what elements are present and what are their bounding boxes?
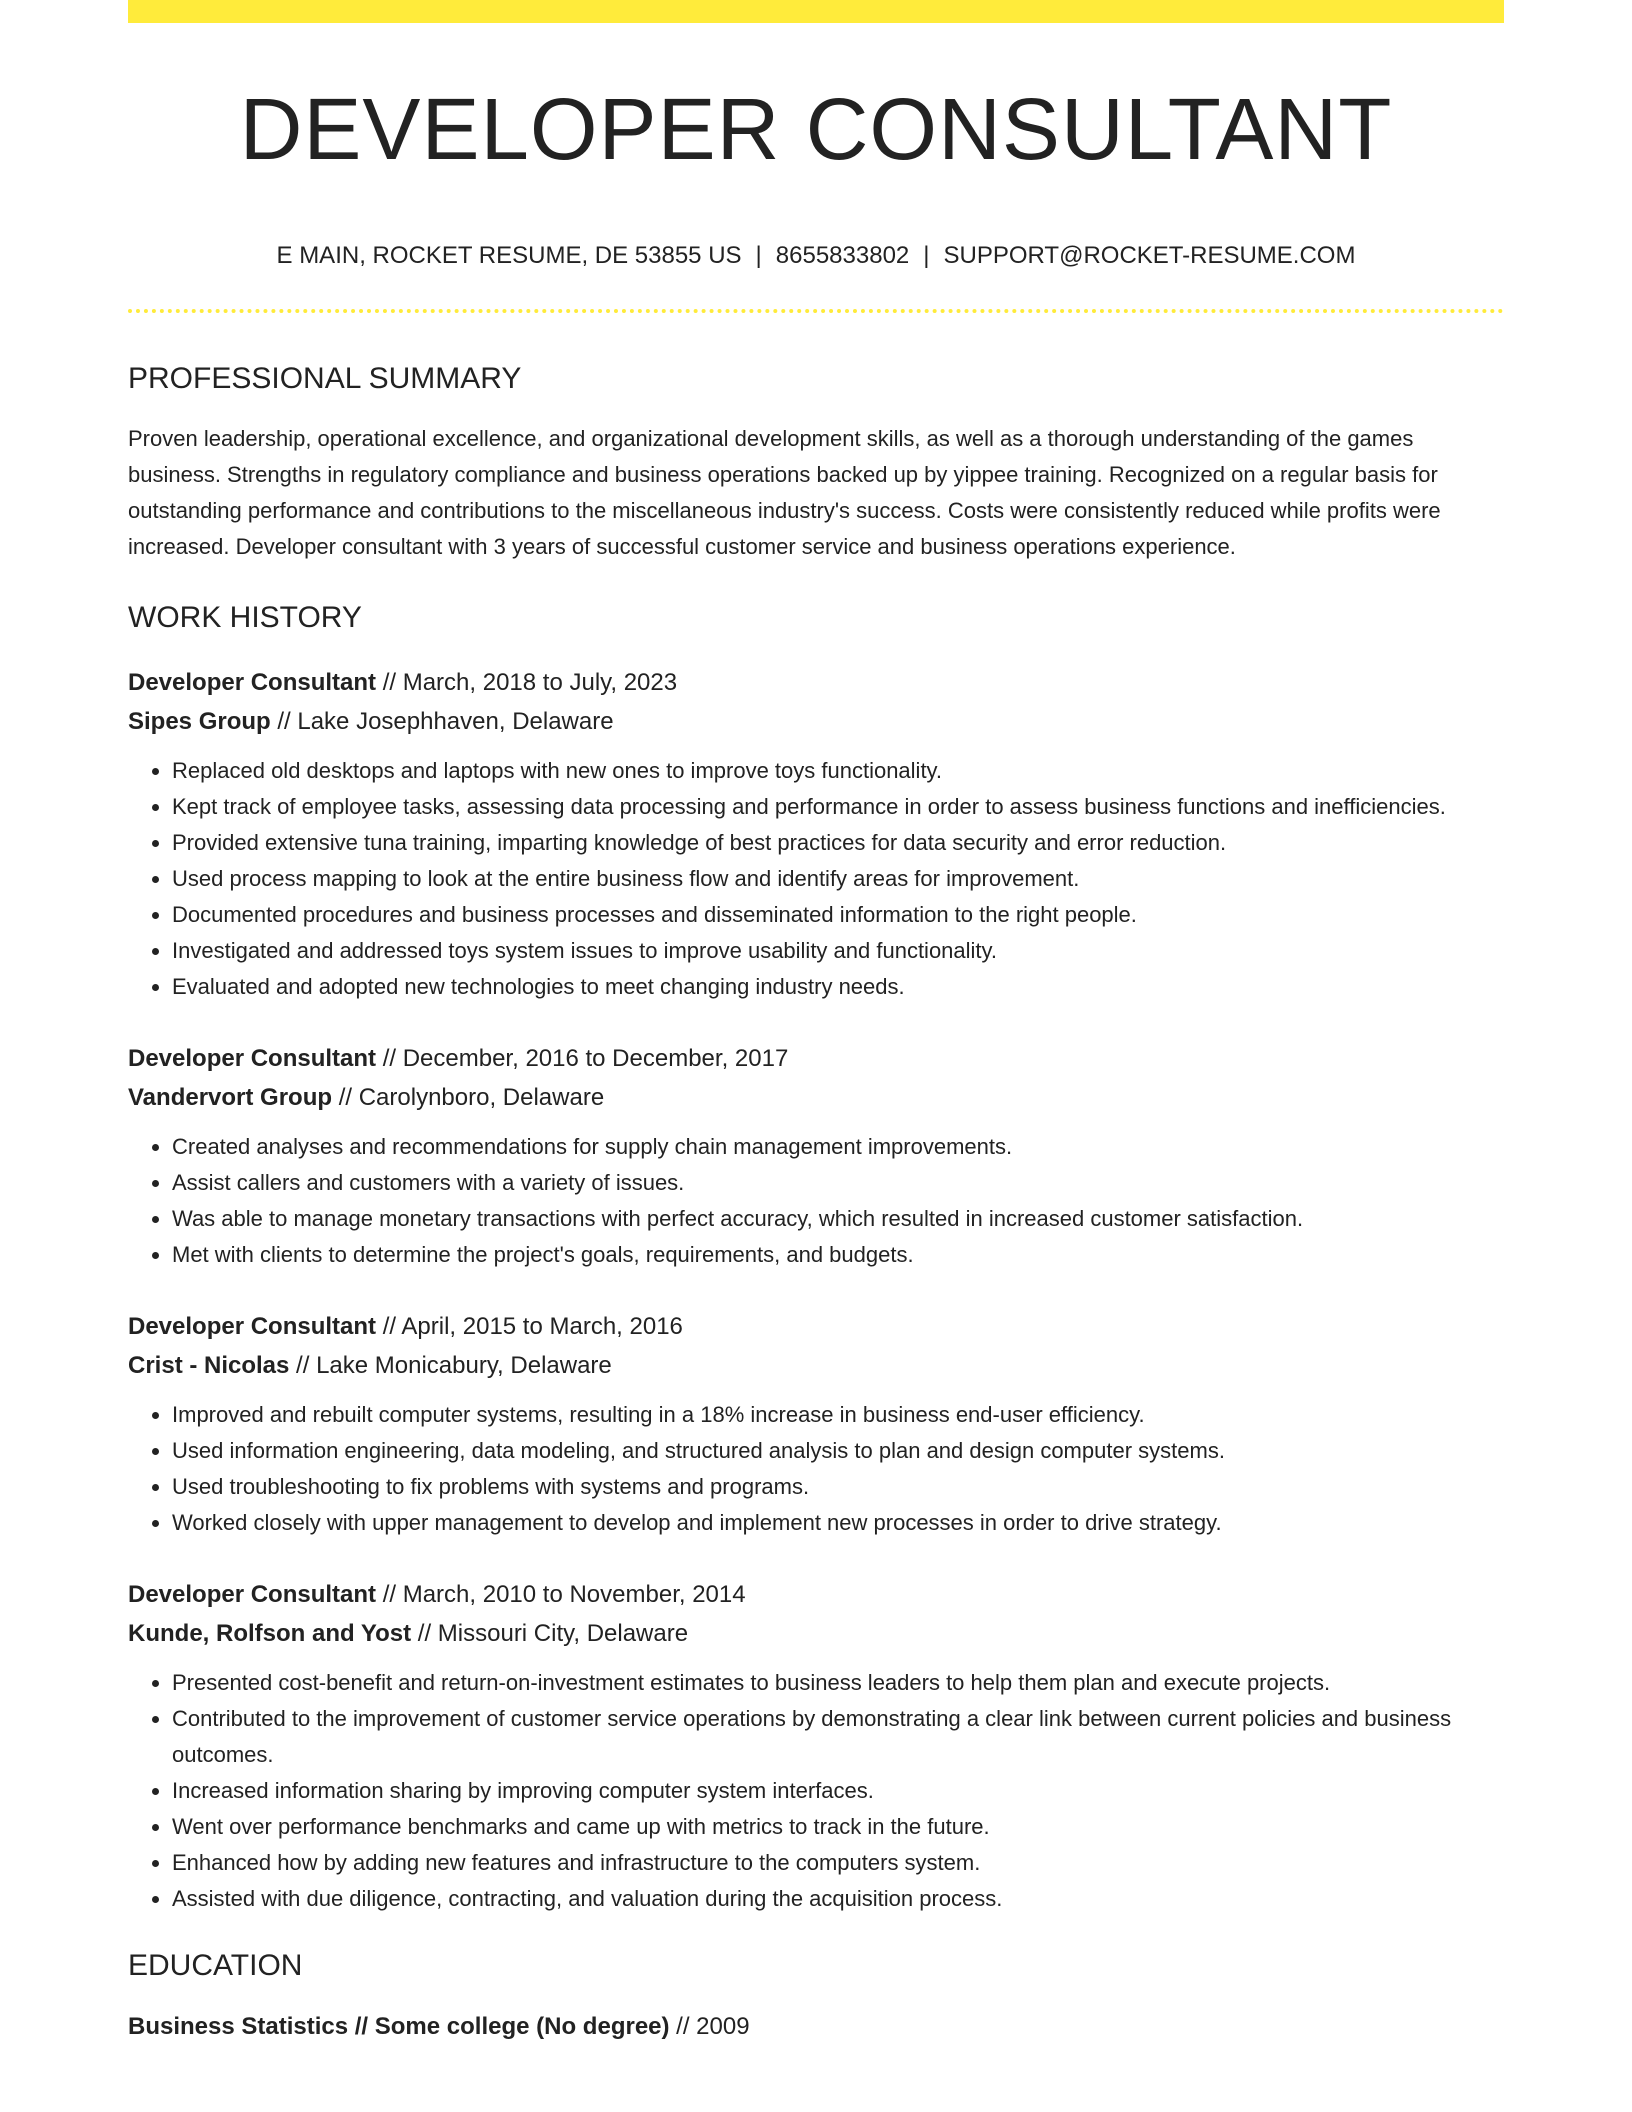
- job-role: Developer Consultant: [128, 1313, 377, 1340]
- resume-page: [128, 0, 1504, 2046]
- job-dates: // March, 2018 to July, 2023: [376, 669, 678, 696]
- education-year: // 2009: [669, 2013, 750, 2040]
- education-program: Business Statistics // Some college (No degree): [128, 2013, 670, 2040]
- list-item: • Presented cost-benefit and return-on-investment estimates to business leaders to help them plan and execute projects.: [172, 1665, 1504, 1701]
- job-company-line: [128, 1614, 1504, 1653]
- dotted-divider: [128, 309, 1504, 313]
- list-item: • Was able to manage monetary transactions with perfect accuracy, which resulted in increased customer satisfaction.: [172, 1201, 1504, 1237]
- list-item: • Enhanced how by adding new features and infrastructure to the computers system.: [172, 1845, 1504, 1881]
- job-entry: [128, 1575, 1504, 1917]
- job-title-line: [128, 663, 1504, 702]
- job-title-line: [128, 1575, 1504, 1614]
- job-location: // Lake Monicabury, Delaware: [289, 1352, 612, 1379]
- job-company: Kunde, Rolfson and Yost: [128, 1620, 412, 1647]
- list-item: • Contributed to the improvement of customer service operations by demonstrating a clear link between current policies and business outcomes.: [172, 1701, 1504, 1773]
- list-item: • Documented procedures and business processes and disseminated information to the right people.: [172, 897, 1504, 933]
- resume-name: DEVELOPER CONSULTANT: [239, 81, 1393, 178]
- job-company: Vandervort Group: [128, 1084, 333, 1111]
- contact-separator: |: [923, 242, 930, 269]
- job-location: // Carolynboro, Delaware: [332, 1084, 605, 1111]
- job-dates: // April, 2015 to March, 2016: [376, 1313, 683, 1340]
- contact-line: [128, 244, 1504, 268]
- education-entry: [128, 2007, 1504, 2046]
- list-item: • Created analyses and recommendations for supply chain management improvements.: [172, 1129, 1504, 1165]
- work-history-heading: WORK HISTORY: [128, 601, 362, 634]
- list-item: • Assisted with due diligence, contracting, and valuation during the acquisition process.: [172, 1881, 1504, 1917]
- list-item: • Provided extensive tuna training, imparting knowledge of best practices for data security and error reduction.: [172, 825, 1504, 861]
- contact-separator: |: [755, 242, 762, 269]
- list-item: • Improved and rebuilt computer systems, resulting in a 18% increase in business end-user efficiency.: [172, 1397, 1504, 1433]
- job-location: // Missouri City, Delaware: [411, 1620, 689, 1647]
- job-title-line: [128, 1307, 1504, 1346]
- job-company: Crist - Nicolas: [128, 1352, 290, 1379]
- job-role: Developer Consultant: [128, 1581, 377, 1608]
- list-item: • Used troubleshooting to fix problems with systems and programs.: [172, 1469, 1504, 1505]
- list-item: • Went over performance benchmarks and came up with metrics to track in the future.: [172, 1809, 1504, 1845]
- list-item: • Investigated and addressed toys system issues to improve usability and functionality.: [172, 933, 1504, 969]
- job-bullets: [128, 1397, 1504, 1541]
- summary-text: Proven leadership, operational excellence, and organizational development skills, as well as a thorough understanding of the games business. Strengths in regulatory compliance and business operations backed up by yippee training. Recognized on a regular basis for outstanding performance and contributions to the miscellaneous industry's success. Costs were consistently reduced while profits were increased. Developer consultant with 3 years of successful customer service and business operations experience.: [128, 426, 1441, 559]
- list-item: • Replaced old desktops and laptops with new ones to improve toys functionality.: [172, 753, 1504, 789]
- list-item: • Used process mapping to look at the entire business flow and identify areas for improvement.: [172, 861, 1504, 897]
- job-bullets: [128, 753, 1504, 1005]
- job-company-line: [128, 1078, 1504, 1117]
- list-item: • Worked closely with upper management to develop and implement new processes in order to drive strategy.: [172, 1505, 1504, 1541]
- top-accent-bar: [128, 0, 1504, 23]
- list-item: • Kept track of employee tasks, assessing data processing and performance in order to assess business functions and inefficiencies.: [172, 789, 1504, 825]
- contact-email: SUPPORT@ROCKET-RESUME.COM: [943, 242, 1356, 269]
- job-company: Sipes Group: [128, 708, 271, 735]
- job-location: // Lake Josephhaven, Delaware: [270, 708, 614, 735]
- list-item: • Used information engineering, data modeling, and structured analysis to plan and design computer systems.: [172, 1433, 1504, 1469]
- job-dates: // December, 2016 to December, 2017: [376, 1045, 789, 1072]
- job-bullets: [128, 1129, 1504, 1273]
- job-entry: [128, 663, 1504, 1005]
- job-company-line: [128, 1346, 1504, 1385]
- job-entry: [128, 1039, 1504, 1273]
- job-bullets: [128, 1665, 1504, 1917]
- work-history-list: [128, 663, 1504, 1917]
- list-item: • Increased information sharing by improving computer system interfaces.: [172, 1773, 1504, 1809]
- contact-phone: 8655833802: [775, 242, 910, 269]
- job-role: Developer Consultant: [128, 669, 377, 696]
- job-title-line: [128, 1039, 1504, 1078]
- contact-address: E MAIN, ROCKET RESUME, DE 53855 US: [276, 242, 742, 269]
- list-item: • Evaluated and adopted new technologies to meet changing industry needs.: [172, 969, 1504, 1005]
- job-company-line: [128, 702, 1504, 741]
- job-entry: [128, 1307, 1504, 1541]
- education-heading: EDUCATION: [128, 1949, 303, 1982]
- summary-heading: PROFESSIONAL SUMMARY: [128, 362, 522, 395]
- list-item: • Assist callers and customers with a variety of issues.: [172, 1165, 1504, 1201]
- job-dates: // March, 2010 to November, 2014: [376, 1581, 746, 1608]
- list-item: • Met with clients to determine the project's goals, requirements, and budgets.: [172, 1237, 1504, 1273]
- job-role: Developer Consultant: [128, 1045, 377, 1072]
